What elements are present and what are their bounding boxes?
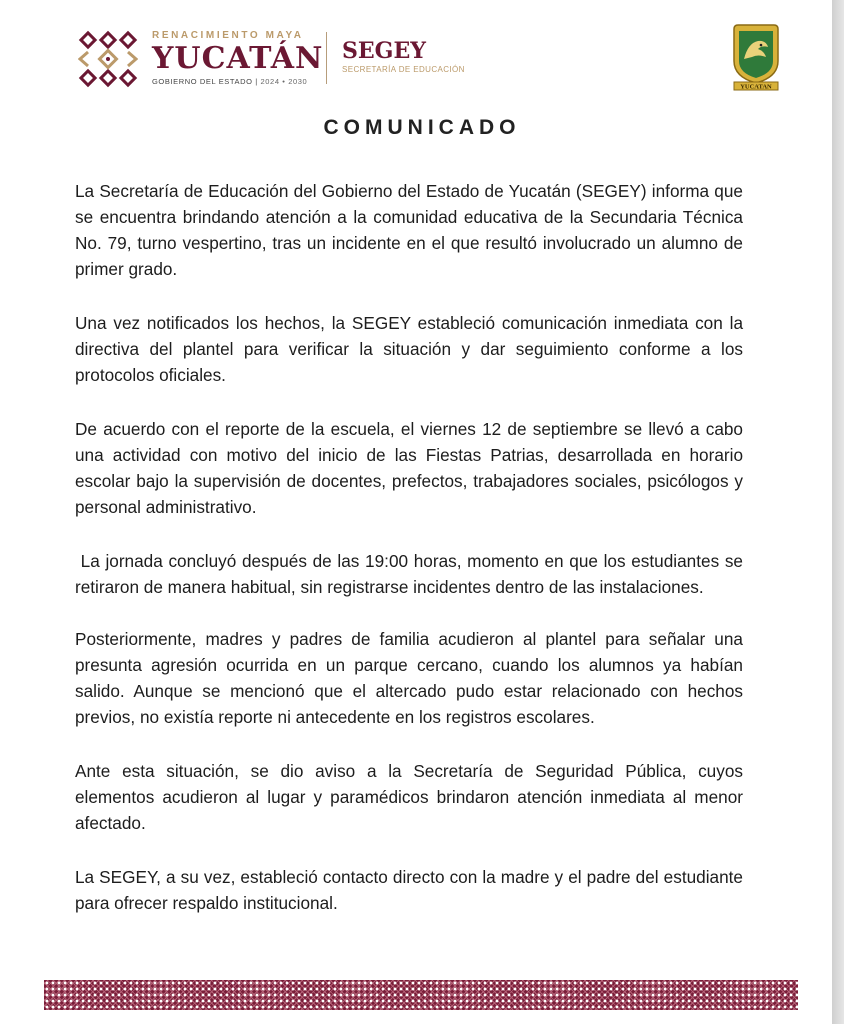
paragraph: La SEGEY, a su vez, estableció contacto directo con la madre y el padre del estudiante para ofrecer respaldo institucional. xyxy=(75,867,743,913)
agency-full-name: SECRETARÍA DE EDUCACIÓN xyxy=(342,65,465,74)
gov-line: GOBIERNO DEL ESTADO xyxy=(152,77,253,86)
maya-pattern-logo-icon xyxy=(78,30,138,88)
paragraph: Una vez notificados los hechos, la SEGEY estableció comunicación inmediata con la directiva del plantel para verificar la situación y dar seguimiento conforme a los protocolos oficiales. xyxy=(75,313,743,385)
page-edge xyxy=(832,0,844,1024)
paragraph: La Secretaría de Educación del Gobierno del Estado de Yucatán (SEGEY) informa que se encuentra brindando atención a la comunidad educativa de la Secundaria Técnica No. 79, turno vespertino, tras un incidente en el que resultó involucrado un alumno de primer grado. xyxy=(75,181,743,279)
gov-tagline: RENACIMIENTO MAYA xyxy=(152,30,304,41)
crest-label: YUCATAN xyxy=(740,83,772,91)
gov-subtitle: GOBIERNO DEL ESTADO | 2024 • 2030 xyxy=(152,77,308,86)
footer-pattern-band xyxy=(44,980,798,1010)
document-body xyxy=(75,178,748,944)
state-name: YUCATÁN xyxy=(152,41,324,76)
gov-wordmark xyxy=(152,30,323,88)
paragraph: Posteriormente, madres y padres de familia acudieron al plantel para señalar una presunta agresión ocurrida en un parque cercano, cuando los alumnos ya habían salido. Aunque se mencionó que el altercado pudo estar relacionado con hechos previos, no existía reporte ni antecedente en los registros escolares. xyxy=(75,629,743,727)
paragraph: De acuerdo con el reporte de la escuela, el viernes 12 de septiembre se llevó a cabo una actividad con motivo del inicio de las Fiestas Patrias, desarrollada en horario escolar bajo la supervisión de docentes, prefectos, trabajadores sociales, psicólogos y personal administrativo. xyxy=(75,419,743,517)
agency-name: SEGEY xyxy=(342,38,426,64)
gov-years: 2024 • 2030 xyxy=(260,77,308,86)
yucatan-coat-of-arms-icon xyxy=(728,21,784,91)
header-divider xyxy=(326,32,327,84)
paragraph: Ante esta situación, se dio aviso a la Secretaría de Seguridad Pública, cuyos elementos acudieron al lugar y paramédicos brindaron atención inmediata al menor afectado. xyxy=(75,761,743,833)
paragraph: La jornada concluyó después de las 19:00 horas, momento en que los estudiantes se retiraron de manera habitual, sin registrarse incidentes dentro de las instalaciones. xyxy=(75,551,748,597)
document-title: COMUNICADO xyxy=(323,116,521,139)
agency-wordmark xyxy=(342,38,465,76)
